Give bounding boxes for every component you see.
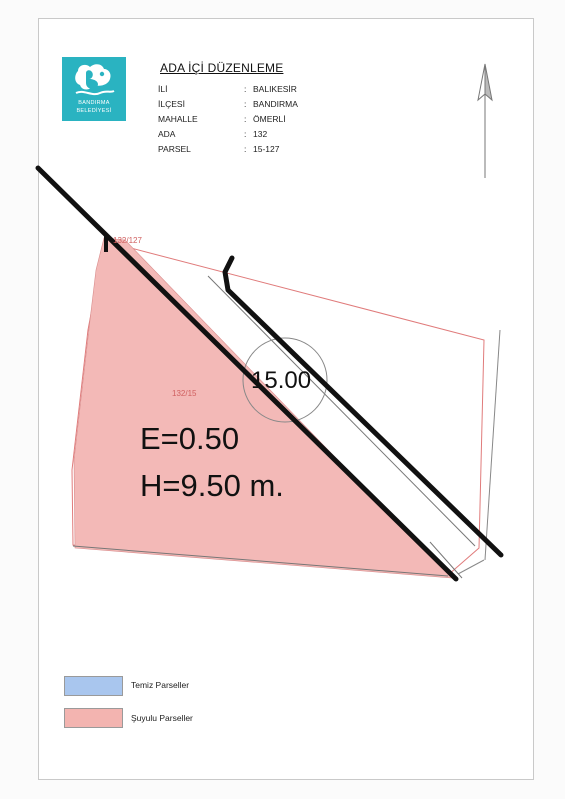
legend-label-temiz: Temiz Parseller [131,680,190,690]
parcel-right-line [485,330,500,560]
info-label: İLÇESİ [158,99,185,109]
info-label: PARSEL [158,144,191,154]
info-label: İLİ [158,84,168,94]
info-value: 132 [253,129,268,139]
info-colon: : [244,99,247,109]
info-value: ÖMERLİ [253,114,286,124]
info-colon: : [244,129,247,139]
info-colon: : [244,144,247,154]
legend-swatch-suyulu [64,708,123,728]
logo-text-line1: BANDIRMA [78,100,110,106]
legend-swatch-temiz [64,676,123,696]
info-colon: : [244,114,247,124]
parcel-number-main: 132/15 [172,389,197,398]
parcel-right-line-2 [458,560,484,574]
info-label: ADA [158,129,176,139]
info-value: 15-127 [253,144,280,154]
info-label: MAHALLE [158,114,198,124]
coefficient-e-label: E=0.50 [140,421,240,456]
info-colon: : [244,84,247,94]
logo-text-line2: BELEDİYESİ [76,108,112,114]
height-label: H=9.50 m. [140,468,284,503]
document-title: ADA İÇİ DÜZENLEME [160,61,284,75]
parcel-shaded-area [74,238,452,578]
road-width-label: 15.00 [251,367,312,394]
info-value: BALIKESİR [253,84,297,94]
legend-label-suyulu: Şuyulu Parseller [131,713,193,723]
info-value: BANDIRMA [253,99,298,109]
parcel-number-top: 132/127 [113,236,142,245]
